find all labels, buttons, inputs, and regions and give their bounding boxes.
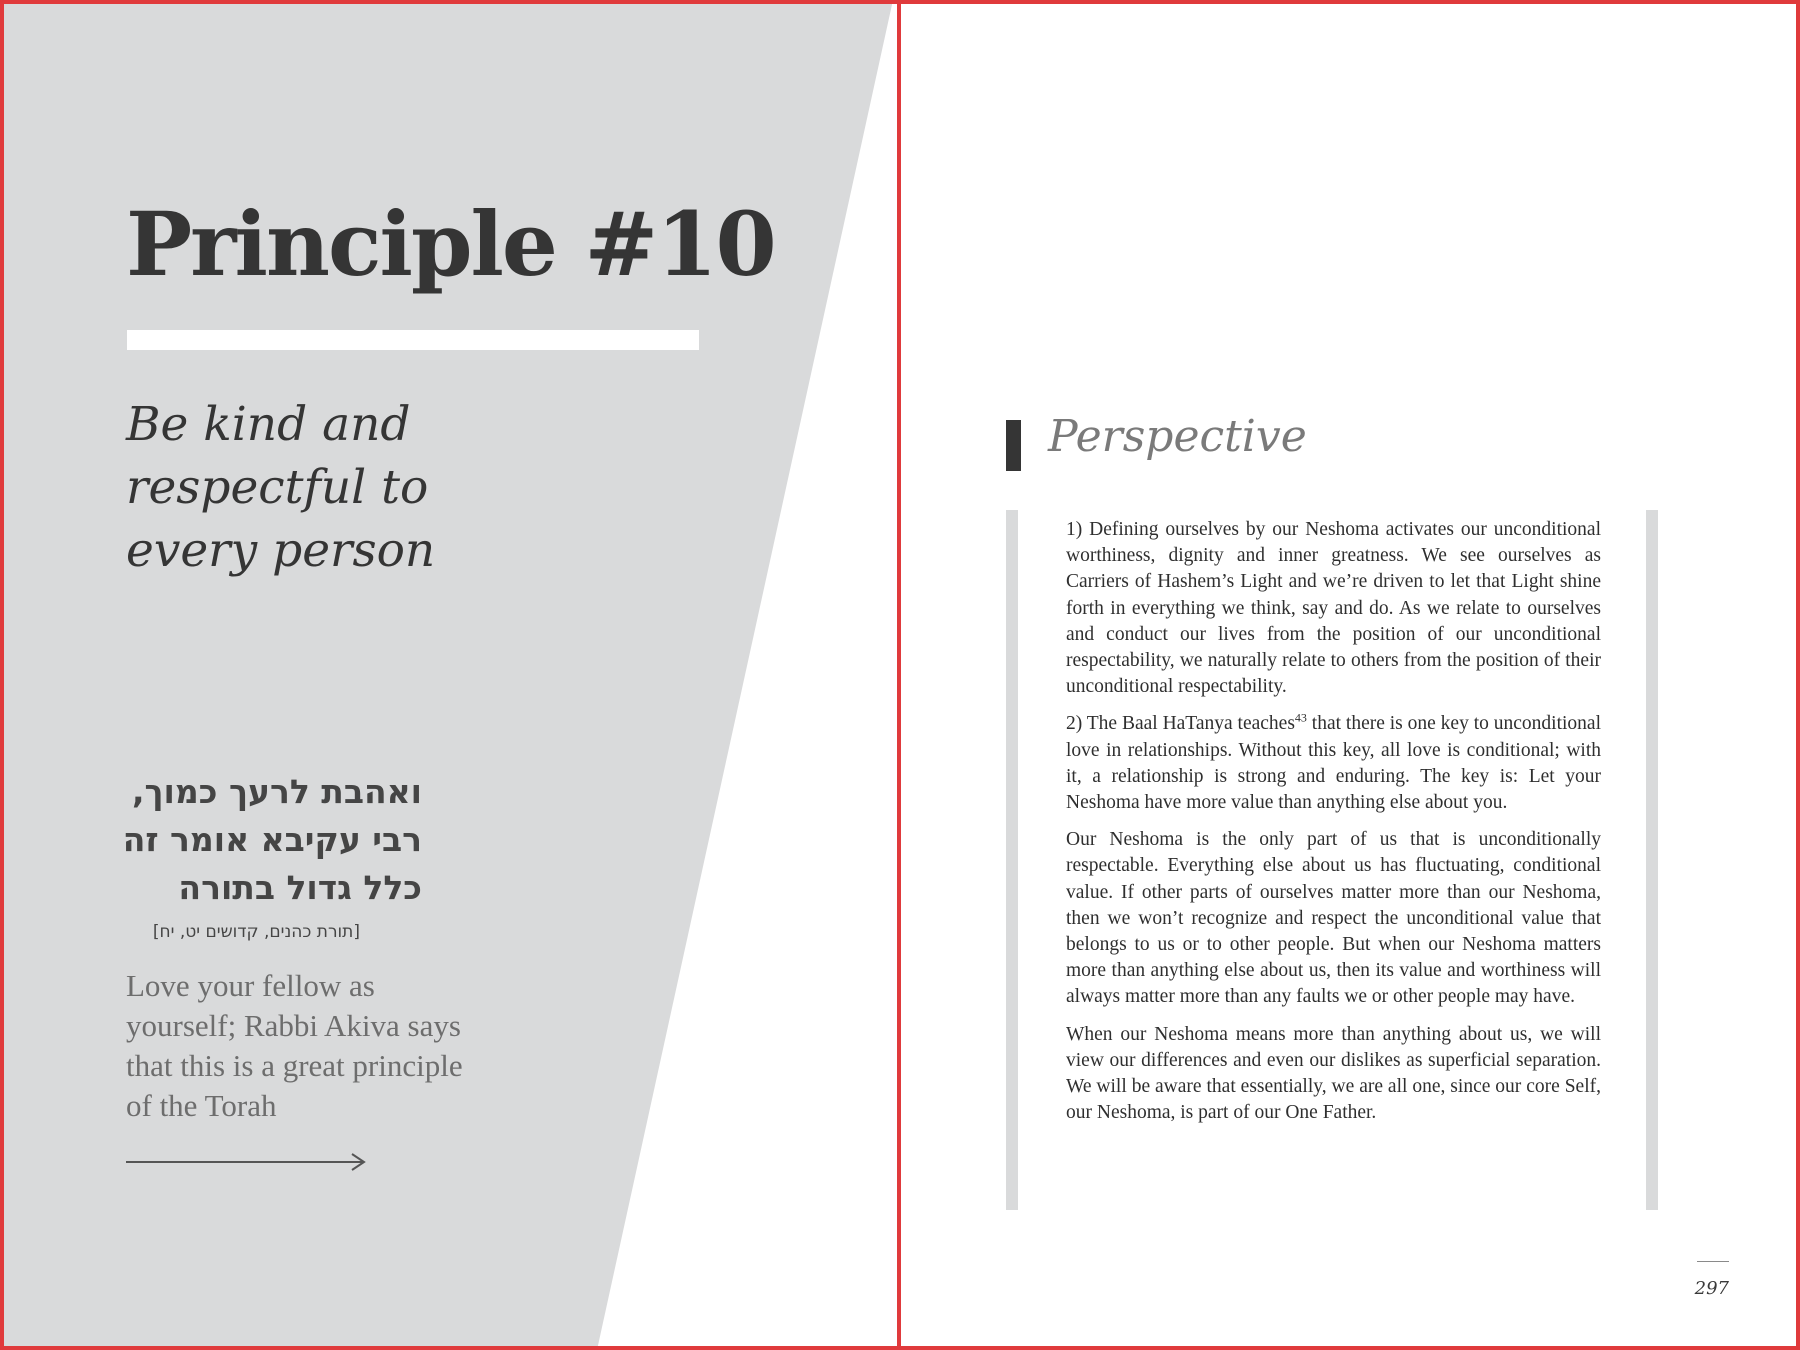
perspective-body bbox=[1066, 517, 1601, 1137]
hebrew-quote-line: רבי עקיבא אומר זה bbox=[122, 820, 422, 859]
hebrew-quote-line: ואהבת לרעך כמוך, bbox=[131, 772, 422, 811]
section-marker bbox=[1006, 420, 1021, 471]
left-page bbox=[0, 0, 897, 1350]
right-arrow-icon bbox=[126, 1152, 368, 1172]
hebrew-quote bbox=[100, 768, 422, 912]
sidebar-right-rule bbox=[1646, 510, 1658, 1210]
principle-subtitle: Be kind and respectful to every person bbox=[126, 397, 436, 578]
body-paragraph: 1) Defining ourselves by our Neshoma activates our unconditional worthiness, dignity and inner greatness. We see ourselves as Carriers of Hashem’s Light and we’re driven to let that Light shine forth in everything we think, say and do. As we relate to ourselves and conduct our lives from the position of our unconditional respectability, we naturally relate to others from the position of their unconditional respectability. bbox=[1066, 519, 1601, 698]
hebrew-source-citation: [תורת כהנים, קדושים יט, יח] bbox=[152, 922, 360, 942]
title-underline bbox=[127, 330, 699, 350]
section-title: Perspective bbox=[1048, 411, 1307, 462]
page-number-rule bbox=[1697, 1261, 1729, 1262]
footnote-marker[interactable]: 43 bbox=[1294, 710, 1307, 725]
hebrew-quote-line: כלל גדול בתורה bbox=[178, 868, 422, 907]
body-paragraph: When our Neshoma means more than anything about us, we will view our differences and even our dislikes as superficial separation. We will be aware that essentially, we are all one, since our core Self, our Neshoma, is part of our One Father. bbox=[1066, 1023, 1601, 1124]
body-paragraph bbox=[1066, 711, 1601, 816]
sidebar-left-rule bbox=[1006, 510, 1018, 1210]
body-paragraph: Our Neshoma is the only part of us that is unconditionally respectable. Everything else about us has fluctuating, conditional value. If other parts of ourselves matter more than our Neshoma, then we won’t recognize and respect the unconditional value that belongs to us or to other people. But when our Neshoma matters more than anything else about us, then its value and worthiness will always matter more than any faults we or other people may have. bbox=[1066, 829, 1601, 1008]
paragraph-text: that there is one key to unconditional love in relationships. Without this key, all love is conditional; with it, a relationship is strong and enduring. The key is: Let your Neshoma have more value than anything else about you. bbox=[1066, 713, 1601, 814]
spine-border bbox=[897, 0, 901, 1350]
principle-title: Principle #10 bbox=[126, 192, 775, 296]
page-number: 297 bbox=[1694, 1278, 1729, 1299]
english-translation: Love your fellow as yourself; Rabbi Akiva says that this is a great principle of the Torah bbox=[126, 968, 463, 1123]
paragraph-text: 2) The Baal HaTanya teaches bbox=[1066, 713, 1295, 735]
right-page bbox=[901, 0, 1800, 1350]
